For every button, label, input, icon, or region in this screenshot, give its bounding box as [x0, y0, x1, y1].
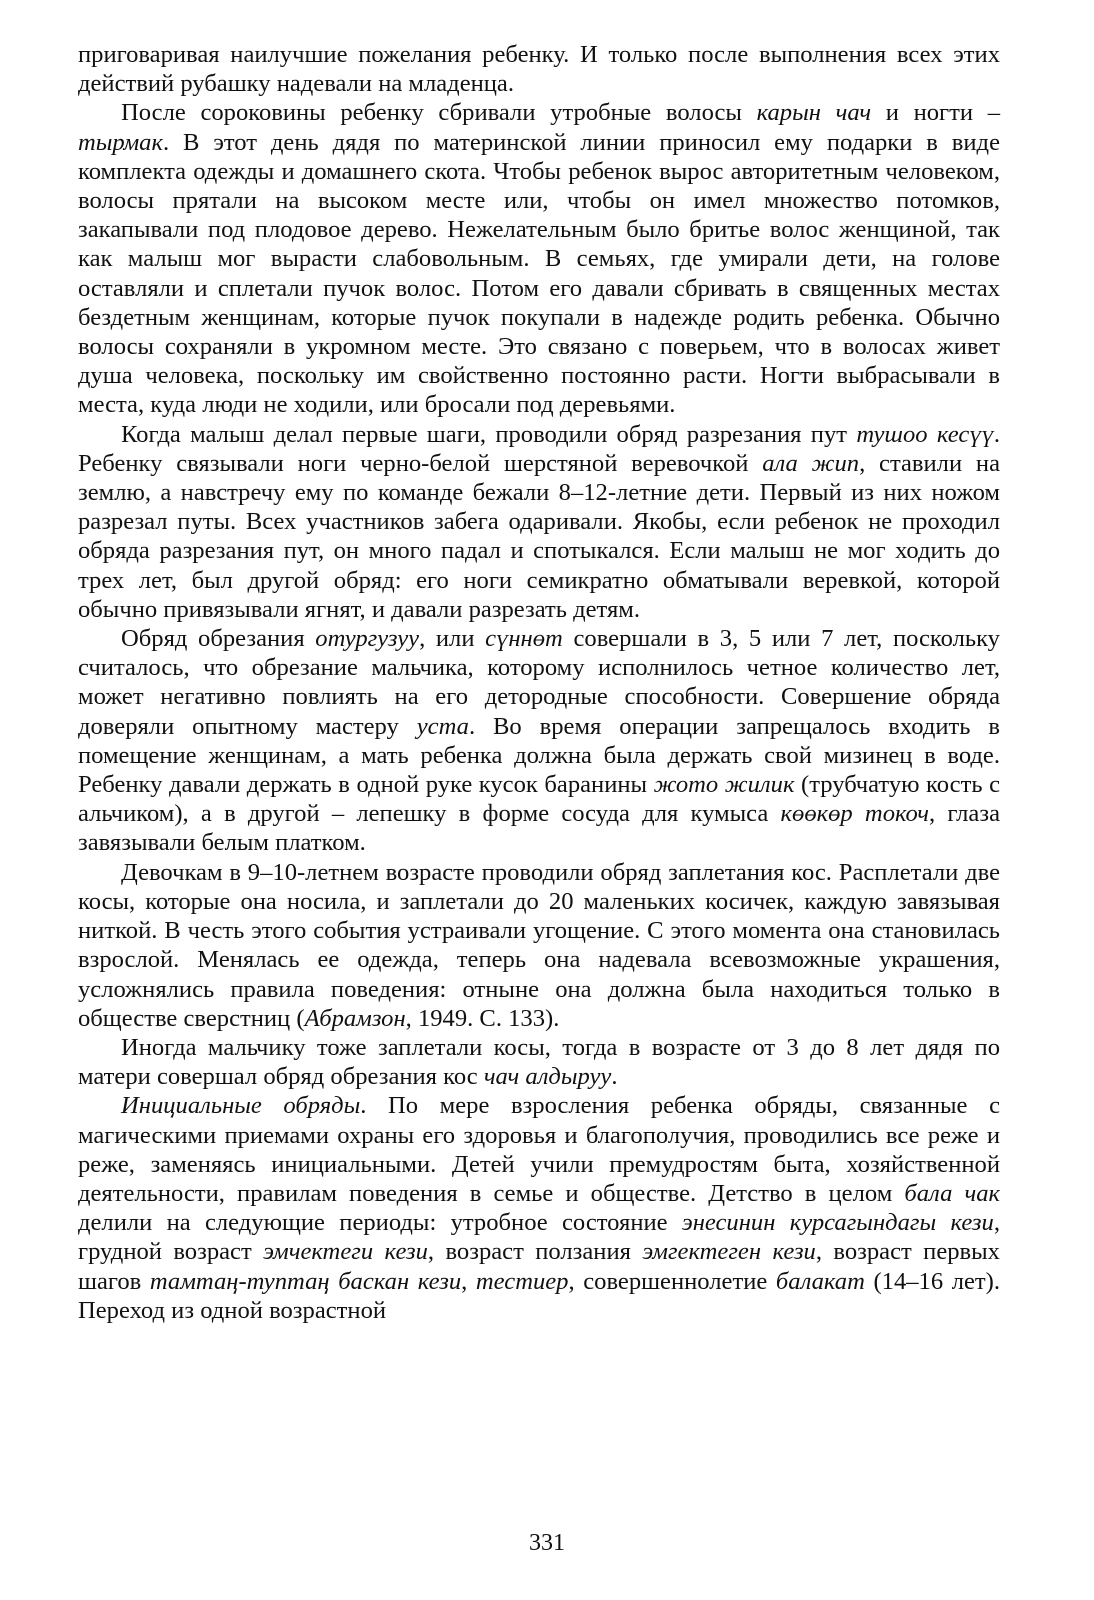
italic-term: карын чач — [756, 99, 872, 127]
italic-term: отургузуу — [315, 625, 420, 653]
text-run: совершали в 3, 5 или 7 лет, поскольку считалось, что обрезание мальчика, которому исполнилось четное количество лет, может негативно повлиять на его детородные способности. Совершение обряда доверяли опытному мастеру — [78, 625, 1000, 740]
text-run: (трубчатую кость с альчиком), а в другой – лепешку в форме сосуда для кумыса — [78, 771, 1001, 828]
paragraph — [78, 1091, 1000, 1325]
text-run: , — [461, 1267, 476, 1295]
italic-term: бала чак — [904, 1179, 1001, 1207]
paragraph — [78, 40, 1000, 98]
italic-term: тамтаң-туптаң баскан кези — [149, 1267, 462, 1295]
italic-term: көөкөр токоч — [780, 800, 929, 828]
italic-term: энесинин курсагындагы кези — [681, 1209, 994, 1237]
italic-term: уста — [416, 712, 469, 740]
italic-term: Абрамзон — [304, 1004, 406, 1032]
italic-term: эмгектеген кези — [642, 1238, 816, 1266]
text-run: После сороковины ребенку сбривали утробные волосы — [121, 99, 757, 127]
italic-term: ала жип — [762, 449, 860, 477]
text-run: , совершеннолетие — [568, 1267, 776, 1295]
italic-term: чач алдыруу — [483, 1063, 612, 1091]
text-run: , ставили на землю, а навстречу ему по команде бежали 8–12-летние дети. Первый из них ножом разрезал путы. Всех участников забега одаривали. Якобы, если ребенок не проходил обряда разрезания пут, он много падал и спотыкался. Если малыш не мог ходить до трех лет, был другой обряд: его ноги семикратно обматывали веревкой, которой обычно привязывали ягнят, и давали разрезать детям. — [78, 449, 1000, 623]
text-run: делили на следующие периоды: утробное состояние — [78, 1209, 682, 1237]
italic-term: сүннөт — [485, 625, 563, 653]
text-run: , или — [419, 625, 486, 653]
text-run: и ногти – — [871, 99, 1000, 127]
paragraph — [78, 98, 1000, 419]
italic-term: тырмак — [78, 128, 163, 156]
italic-term: тушоо кесүү — [856, 420, 994, 448]
text-run: (14–16 лет). Переход из одной возрастной — [78, 1267, 1001, 1324]
italic-term: тестиер — [475, 1267, 569, 1295]
text-run: , возраст ползания — [427, 1238, 643, 1266]
text-run: . В этот день дядя по материнской линии приносил ему подарки в виде комплекта одежды и домашнего скота. Чтобы ребенок вырос авторитетным человеком, волосы прятали на высоком месте или, чтобы он имел множество потомков, закапывали под плодовое дерево. Нежелательным было бритье волос женщиной, так как малыш мог вырасти слабовольным. В семьях, где умирали дети, на голове оставляли и сплетали пучок волос. Потом его давали сбривать в священных местах бездетным женщинам, которые пучок покупали в надежде родить ребенка. Обычно волосы сохраняли в укромном месте. Это связано с поверьем, что в волосах живет душа человека, поскольку им свойственно постоянно расти. Ногти выбрасывали в места, куда люди не ходили, или бросали под деревьями. — [78, 128, 1000, 419]
paragraph — [78, 1033, 1000, 1091]
text-run: Обряд обрезания — [121, 625, 316, 653]
text-run: , 1949. С. 133). — [405, 1004, 560, 1032]
page-text-body — [78, 40, 1000, 1325]
italic-term: жото жилик — [653, 771, 795, 799]
italic-term: эмчектеги кези — [263, 1238, 428, 1266]
text-run: , глаза завязывали белым платком. — [78, 800, 1000, 857]
paragraph — [78, 858, 1000, 1033]
paragraph — [78, 624, 1000, 858]
text-run: Девочкам в 9–10-летнем возрасте проводили обряд заплетания кос. Расплетали две косы, которые она носила, и заплетали до 20 маленьких косичек, каждую завязывая ниткой. В честь этого события устраивали угощение. С этого момента она становилась взрослой. Менялась ее одежда, теперь она надевала всевозможные украшения, усложнялись правила поведения: отныне она должна была находиться только в обществе сверстниц ( — [78, 858, 1000, 1032]
text-run: . — [611, 1063, 618, 1091]
text-run: Когда малыш делал первые шаги, проводили обряд разрезания пут — [121, 420, 857, 448]
text-run: Иногда мальчику тоже заплетали косы, тогда в возрасте от 3 до 8 лет дядя по матери совершал обряд обрезания кос — [78, 1033, 1000, 1091]
paragraph — [78, 420, 1000, 624]
text-run: . Во время операции запрещалось входить в помещение женщинам, а мать ребенка должна была держать свой мизинец в воде. Ребенку давали держать в одной руке кусок баранины — [78, 712, 1000, 799]
italic-term: Инициальные обряды — [121, 1092, 361, 1120]
italic-term: балакат — [775, 1267, 865, 1295]
text-run: , грудной возраст — [78, 1209, 1000, 1266]
text-run: . Ребенку связывали ноги черно-белой шерстяной веревочкой — [78, 420, 1000, 477]
page-number: 331 — [529, 1530, 565, 1556]
text-run: . По мере взросления ребенка обряды, связанные с магическими приемами охраны его здоровья и благополучия, проводились все реже и реже, заменяясь инициальными. Детей учили премудростям быта, хозяйственной деятельности, правилам поведения в семье и обществе. Детство в целом — [78, 1092, 1000, 1207]
text-run: приговаривая наилучшие пожелания ребенку. И только после выполнения всех этих действий рубашку надевали на младенца. — [78, 41, 1000, 98]
text-run: , возраст первых шагов — [78, 1238, 1000, 1295]
